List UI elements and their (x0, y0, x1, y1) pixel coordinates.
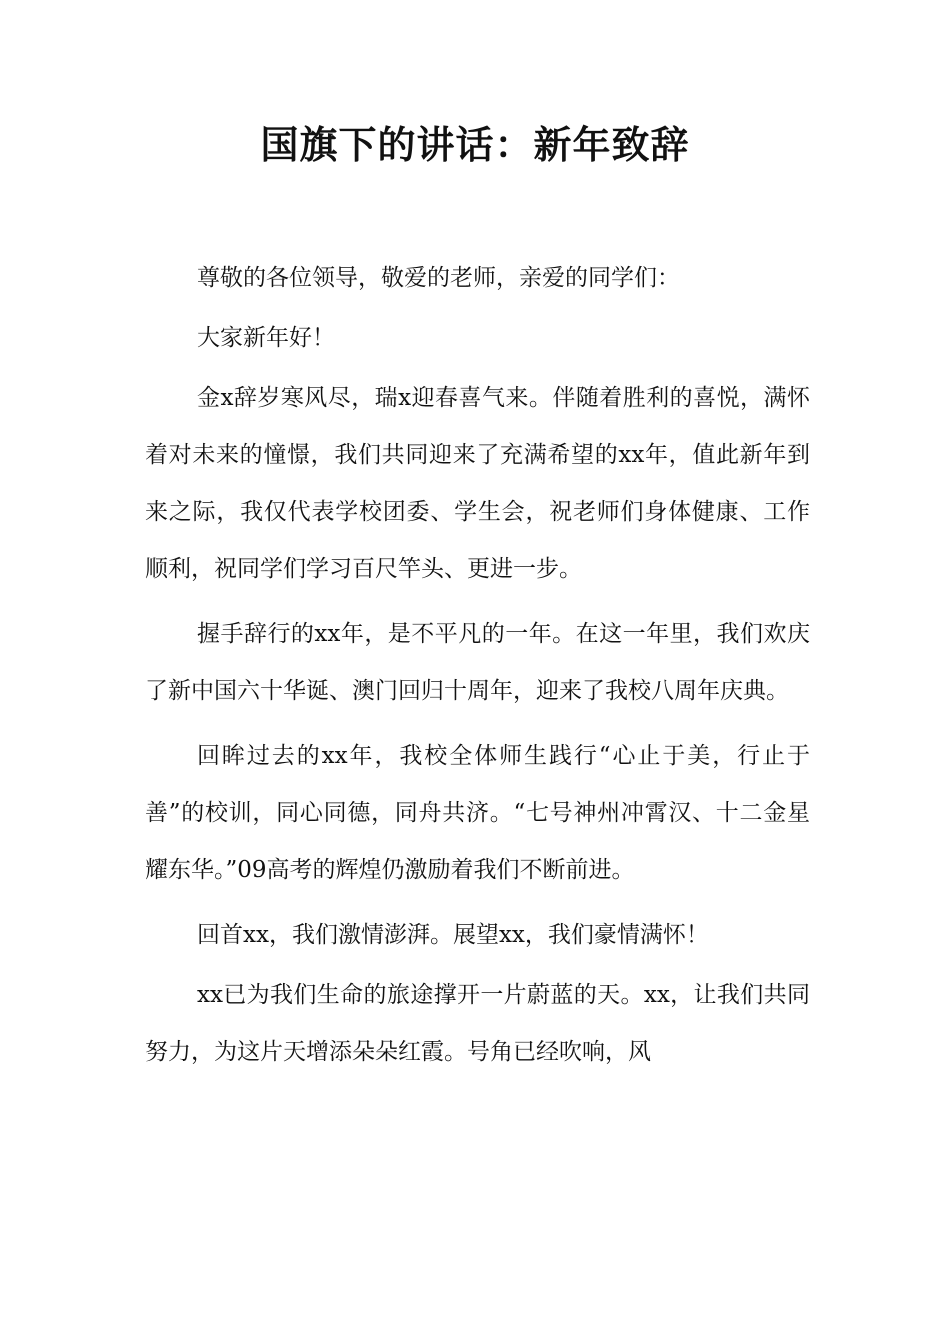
paragraph-new-year-wishes: 金x辞岁寒风尽，瑞x迎春喜气来。伴随着胜利的喜悦，满怀着对未来的憧憬，我们共同迎来了充满希望的xx年，值此新年到来之际，我仅代表学校团委、学生会，祝老师们身体健康、工作顺利，祝同学们学习百尺竿头、更进一步。 (145, 385, 810, 582)
paragraph-school-motto: 回眸过去的xx年，我校全体师生践行“心止于美，行止于善”的校训，同心同德，同舟共济。“七号神州冲霄汉、十二金星耀东华。”09高考的辉煌仍激励着我们不断前进。 (145, 743, 810, 883)
paragraph-closing-partial: xx已为我们生命的旅途撑开一片蔚蓝的天。xx，让我们共同努力，为这片天增添朵朵红霞。号角已经吹响，风 (145, 982, 810, 1065)
paragraph-year-review: 握手辞行的xx年，是不平凡的一年。在这一年里，我们欢庆了新中国六十华诞、澳门回归十周年，迎来了我校八周年庆典。 (145, 621, 810, 704)
paragraph-greeting: 大家新年好！ (197, 325, 335, 351)
paragraph-salutation: 尊敬的各位领导，敬爱的老师，亲爱的同学们： (197, 265, 680, 291)
document-body (145, 250, 810, 1089)
document-title: 国旗下的讲话：新年致辞 (260, 122, 690, 167)
paragraph-looking-forward: 回首xx，我们激情澎湃。展望xx，我们豪情满怀！ (197, 922, 709, 948)
